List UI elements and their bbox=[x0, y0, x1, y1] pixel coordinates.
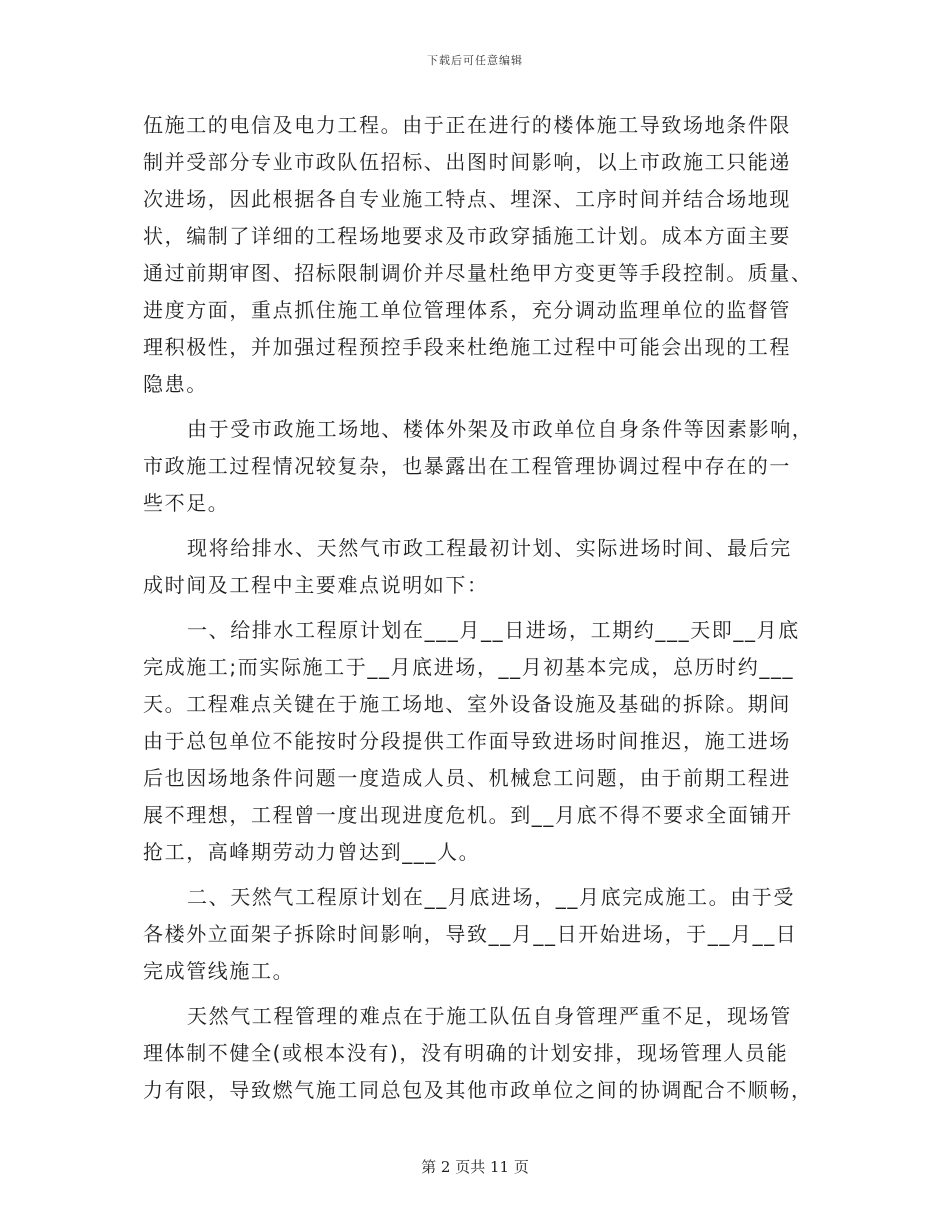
text-line: 后也因场地条件问题一度造成人员、机械怠工问题，由于前期工程进 bbox=[143, 766, 791, 790]
text-line: 些不足。 bbox=[143, 491, 230, 515]
paragraph-gap bbox=[143, 403, 807, 411]
paragraph-gap bbox=[143, 871, 807, 879]
text-line: 理积极性，并加强过程预控手段来杜绝施工过程中可能会出现的工程 bbox=[143, 335, 791, 359]
text-line: 制并受部分专业市政队伍招标、出图时间影响，以上市政施工只能递 bbox=[143, 150, 791, 174]
text-line: 伍施工的电信及电力工程。由于正在进行的楼体施工导致场地条件限 bbox=[143, 113, 791, 137]
text-line: 进度方面，重点抓住施工单位管理体系，充分调动监理单位的监督管 bbox=[143, 298, 791, 322]
text-line: 市政施工过程情况较复杂，也暴露出在工程管理协调过程中存在的一 bbox=[143, 454, 791, 478]
paragraph bbox=[143, 879, 807, 990]
text-line: 完成管线施工。 bbox=[143, 959, 295, 983]
page-footer: 第 2 页共 11 页 bbox=[421, 1158, 529, 1176]
text-line: 天然气工程管理的难点在于施工队伍自身管理严重不足，现场管 bbox=[187, 1004, 792, 1028]
text-line: 通过前期审图、招标限制调价并尽量杜绝甲方变更等手段控制。质量、 bbox=[143, 261, 813, 285]
text-line: 完成施工;而实际施工于__月底进场，__月初基本完成，总历时约___ bbox=[143, 655, 795, 679]
paragraph-gap bbox=[143, 604, 807, 612]
paragraph bbox=[143, 411, 814, 522]
text-line: 成时间及工程中主要难点说明如下： bbox=[143, 573, 489, 597]
text-line: 状，编制了详细的工程场地要求及市政穿插施工计划。成本方面主要 bbox=[143, 224, 791, 248]
text-line: 理体制不健全(或根本没有)，没有明确的计划安排，现场管理人员能 bbox=[143, 1041, 789, 1065]
text-line: 次进场，因此根据各自专业施工特点、埋深、工序时间并结合场地现 bbox=[143, 187, 791, 211]
paragraph-gap bbox=[143, 522, 807, 530]
document-body bbox=[143, 107, 814, 1109]
page-header: 下载后可任意编辑 bbox=[427, 54, 523, 67]
paragraph-gap bbox=[143, 990, 807, 998]
text-line: 由于受市政施工场地、楼体外架及市政单位自身条件等因素影响， bbox=[187, 417, 814, 441]
text-line: 二、天然气工程原计划在__月底进场，__月底完成施工。由于受 bbox=[187, 885, 795, 909]
text-line: 由于总包单位不能按时分段提供工作面导致进场时间推迟，施工进场 bbox=[143, 729, 791, 753]
text-line: 力有限，导致燃气施工同总包及其他市政单位之间的协调配合不顺畅， bbox=[143, 1078, 813, 1102]
text-line: 隐患。 bbox=[143, 372, 208, 396]
text-line: 展不理想，工程曾一度出现进度危机。到__月底不得不要求全面铺开 bbox=[143, 803, 793, 827]
paragraph bbox=[143, 107, 813, 403]
text-line: 一、给排水工程原计划在___月__日进场，工期约___天即__月底 bbox=[187, 618, 800, 642]
text-line: 现将给排水、天然气市政工程最初计划、实际进场时间、最后完 bbox=[187, 536, 792, 560]
text-line: 各楼外立面架子拆除时间影响，导致__月__日开始进场，于__月__日 bbox=[143, 922, 798, 946]
paragraph bbox=[143, 612, 807, 871]
text-line: 天。工程难点关键在于施工场地、室外设备设施及基础的拆除。期间 bbox=[143, 692, 791, 716]
text-line: 抢工，高峰期劳动力曾达到___人。 bbox=[143, 840, 481, 864]
paragraph bbox=[143, 998, 813, 1109]
paragraph bbox=[143, 530, 807, 604]
